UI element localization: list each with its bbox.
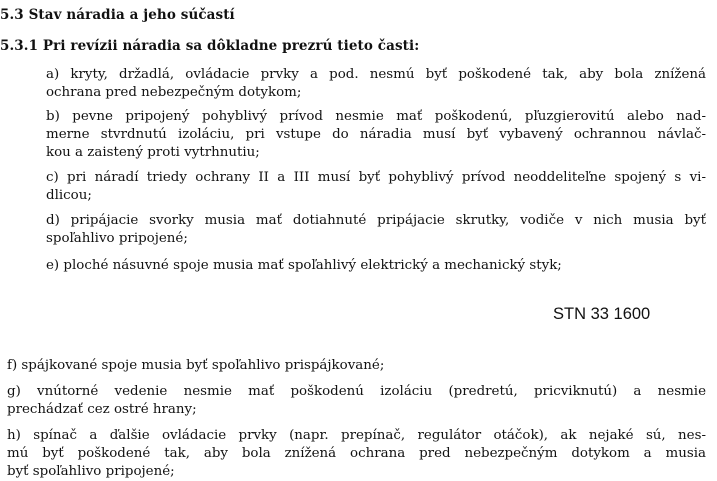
list-item-e-line-1: e) ploché násuvné spoje musia mať spoľahlivý elektrický a mechanický styk; [46, 258, 562, 273]
list-item-f [7, 357, 706, 375]
subsection-heading: 5.3.1 Pri revízii náradia sa dôkladne prezrú tieto časti: [0, 38, 420, 54]
list-item-b-line-1: b) pevne pripojený pohyblivý prívod nesmie mať poškodenú, pľuzgierovitú alebo nad- [46, 109, 706, 124]
list-item-g [7, 383, 706, 419]
list-item-d [46, 212, 706, 248]
list-item-h [7, 427, 706, 481]
standard-number: STN 33 1600 [553, 305, 651, 323]
list-item-f-line-1: f) spájkované spoje musia byť spoľahlivo prispájkované; [7, 358, 385, 373]
list-item-h-line-2: mú byť poškodené tak, aby bola znížená ochrana pred nebezpečným dotykom a musia [7, 446, 706, 461]
list-item-d-line-1: d) pripájacie svorky musia mať dotiahnuté pripájacie skrutky, vodiče v nich musia byť [46, 213, 706, 228]
list-item-c [46, 169, 706, 205]
list-item-d-line-2: spoľahlivo pripojené; [46, 231, 188, 246]
list-item-g-line-1: g) vnútorné vedenie nesmie mať poškodenú izoláciu (predretú, pricviknutú) a nesmie [7, 384, 706, 399]
list-item-a-line-1: a) kryty, držadlá, ovládacie prvky a pod. nesmú byť poškodené tak, aby bola znížená [46, 67, 706, 82]
list-item-b [46, 108, 706, 162]
list-item-h-line-1: h) spínač a ďalšie ovládacie prvky (napr. prepínač, regulátor otáčok), ak nejaké sú, nes- [7, 428, 706, 443]
list-item-h-line-3: byť spoľahlivo pripojené; [7, 464, 175, 479]
list-item-b-line-3: kou a zaistený proti vytrhnutiu; [46, 145, 260, 160]
list-item-a [46, 66, 706, 102]
list-item-c-line-1: c) pri náradí triedy ochrany II a III musí byť pohyblivý prívod neoddeliteľne spojený s vi- [46, 170, 706, 185]
list-item-a-line-2: ochrana pred nebezpečným dotykom; [46, 85, 302, 100]
section-heading: 5.3 Stav náradia a jeho súčastí [0, 7, 235, 23]
list-item-e [46, 257, 706, 275]
list-item-b-line-2: merne stvrdnutú izoláciu, pri vstupe do náradia musí byť vybavený ochrannou návlač- [46, 127, 706, 142]
list-item-c-line-2: dlicou; [46, 188, 92, 203]
list-item-g-line-2: prechádzať cez ostré hrany; [7, 402, 197, 417]
